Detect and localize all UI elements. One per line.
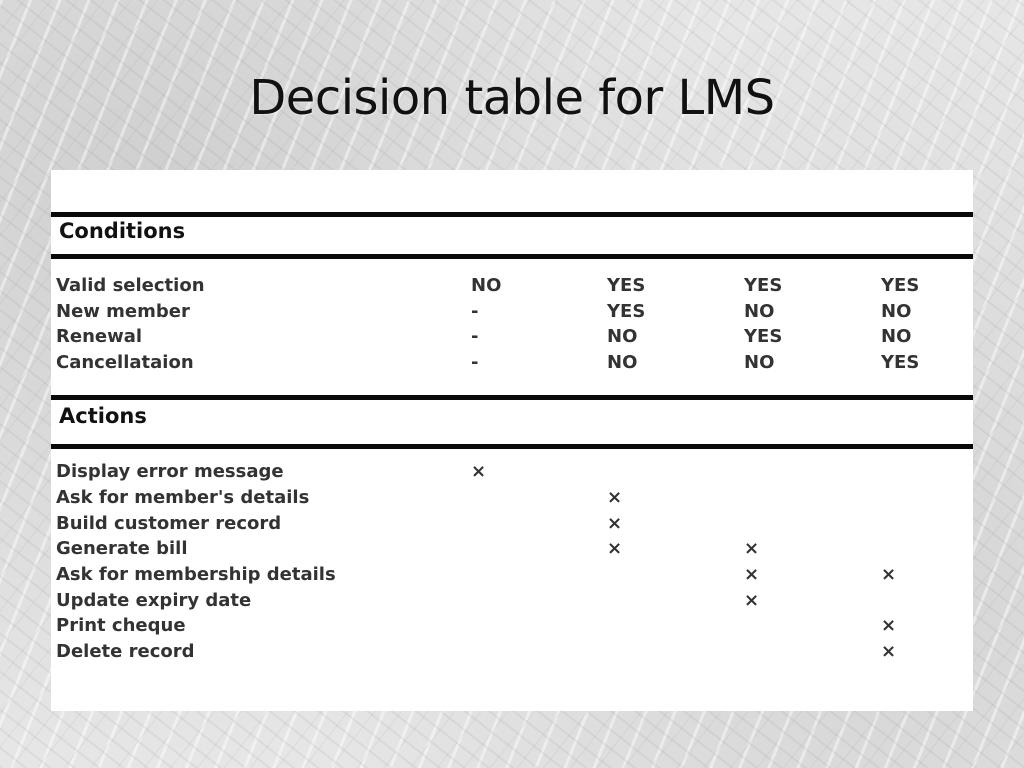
condition-value: YES bbox=[881, 275, 920, 296]
condition-value: YES bbox=[744, 326, 783, 347]
table-rule bbox=[51, 254, 973, 259]
actions-heading: Actions bbox=[59, 404, 147, 428]
action-mark: × bbox=[471, 461, 487, 482]
action-mark: × bbox=[607, 538, 623, 559]
table-rule bbox=[51, 212, 973, 217]
condition-value: NO bbox=[607, 326, 638, 347]
action-label: Print cheque bbox=[56, 615, 186, 636]
condition-value: YES bbox=[881, 352, 920, 373]
table-rule bbox=[51, 444, 973, 449]
condition-value: NO bbox=[744, 352, 775, 373]
table-rule bbox=[51, 395, 973, 400]
action-mark: × bbox=[881, 641, 897, 662]
condition-value: NO bbox=[471, 275, 502, 296]
condition-value: NO bbox=[744, 301, 775, 322]
condition-value: YES bbox=[744, 275, 783, 296]
decision-table bbox=[51, 170, 973, 711]
condition-value: NO bbox=[881, 326, 912, 347]
condition-value: - bbox=[471, 326, 479, 347]
action-mark: × bbox=[744, 590, 760, 611]
action-label: Display error message bbox=[56, 461, 284, 482]
condition-value: - bbox=[471, 352, 479, 373]
action-label: Update expiry date bbox=[56, 590, 252, 611]
condition-value: YES bbox=[607, 301, 646, 322]
conditions-heading: Conditions bbox=[59, 219, 186, 243]
condition-value: YES bbox=[607, 275, 646, 296]
condition-label: Valid selection bbox=[56, 275, 205, 296]
condition-value: NO bbox=[881, 301, 912, 322]
action-label: Ask for member's details bbox=[56, 487, 310, 508]
action-label: Ask for membership details bbox=[56, 564, 336, 585]
slide-title: Decision table for LMS bbox=[249, 70, 775, 126]
action-label: Delete record bbox=[56, 641, 195, 662]
action-label: Generate bill bbox=[56, 538, 188, 559]
action-mark: × bbox=[744, 538, 760, 559]
action-mark: × bbox=[881, 615, 897, 636]
action-mark: × bbox=[607, 513, 623, 534]
action-mark: × bbox=[744, 564, 760, 585]
condition-value: - bbox=[471, 301, 479, 322]
action-mark: × bbox=[607, 487, 623, 508]
condition-label: New member bbox=[56, 301, 190, 322]
condition-value: NO bbox=[607, 352, 638, 373]
condition-label: Cancellataion bbox=[56, 352, 194, 373]
action-label: Build customer record bbox=[56, 513, 282, 534]
condition-label: Renewal bbox=[56, 326, 143, 347]
action-mark: × bbox=[881, 564, 897, 585]
